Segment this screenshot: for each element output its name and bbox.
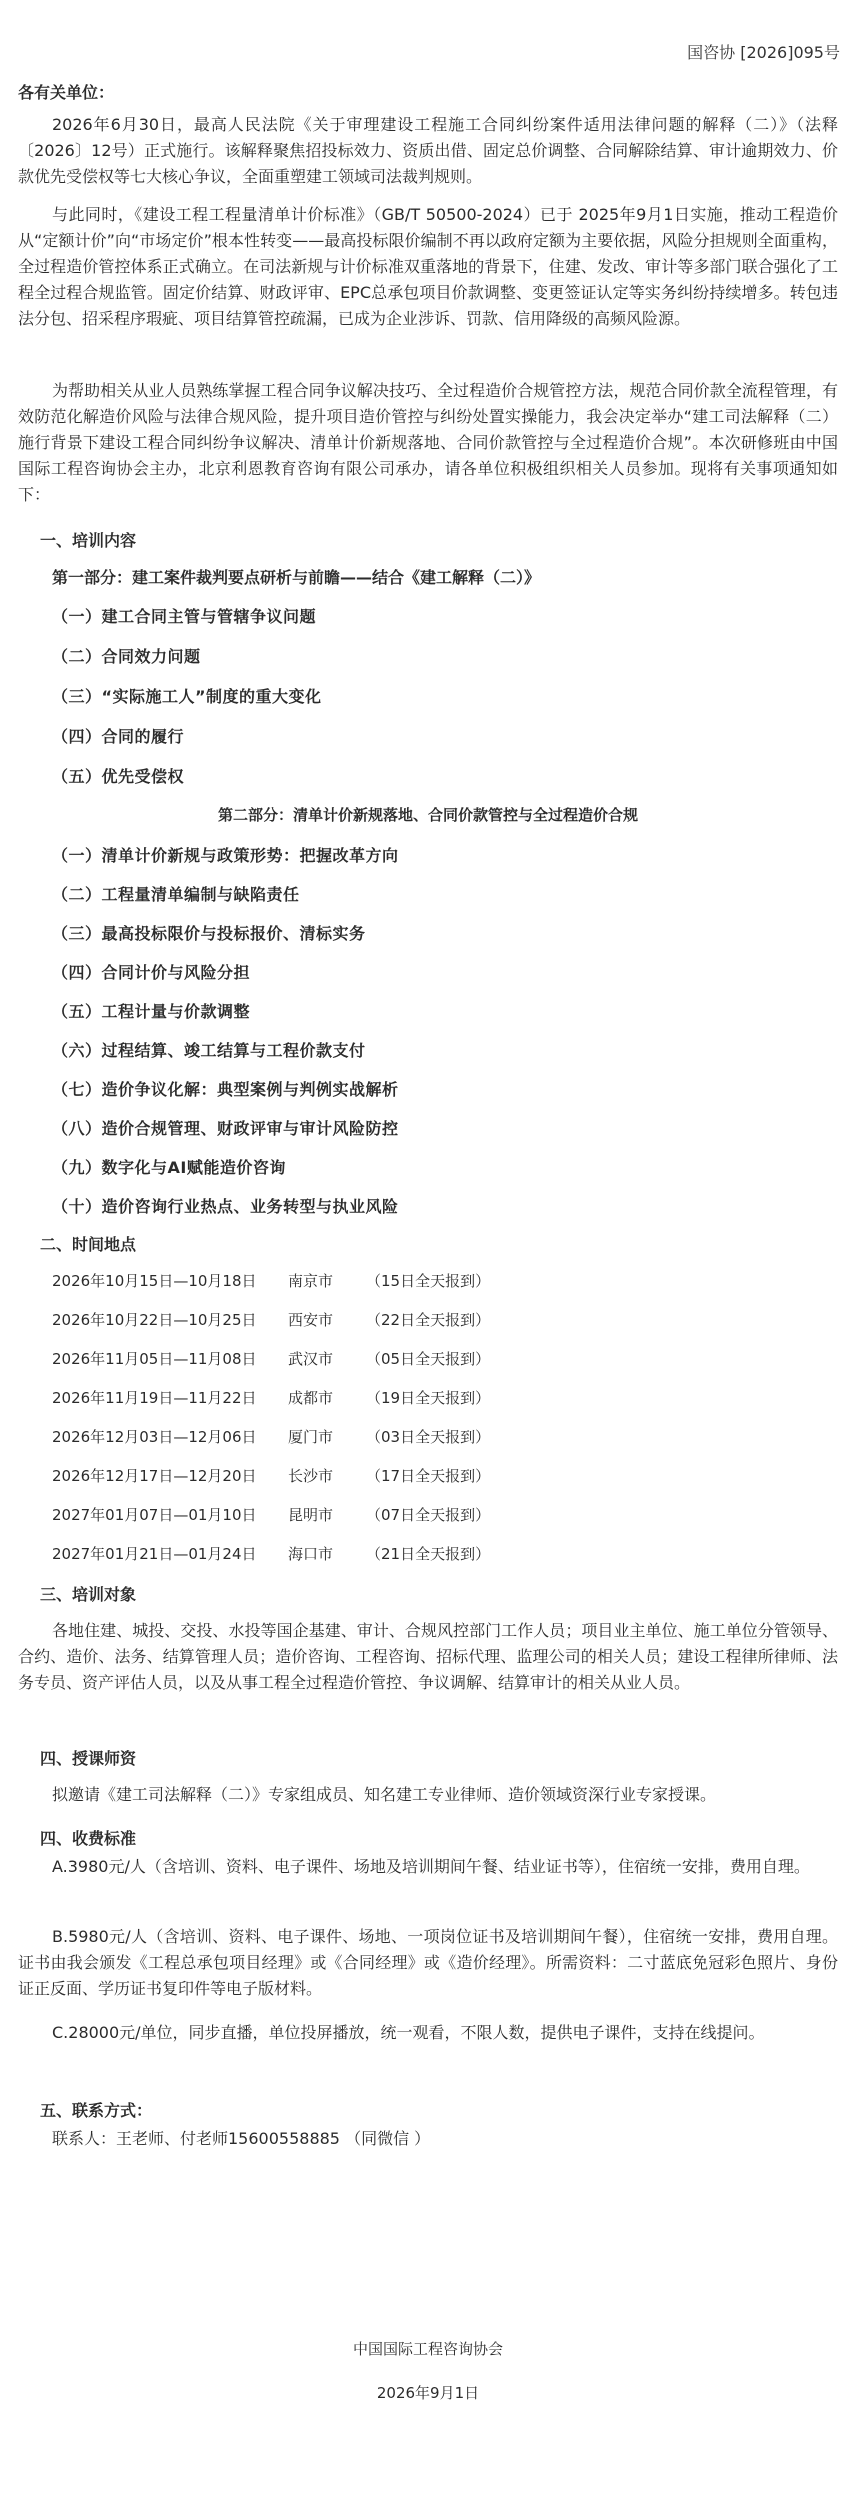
part2-item-8: （八）造价合规管理、财政评审与审计风险防控 [52, 1119, 399, 1138]
part2-item-5: （五）工程计量与价款调整 [52, 1002, 251, 1021]
signature-organization: 中国国际工程咨询协会 [352, 2340, 503, 2358]
addressee: 各有关单位： [18, 83, 115, 102]
schedule-note: （19日全天报到） [366, 1389, 491, 1407]
section-heading-fees: 四、收费标准 [40, 1829, 137, 1848]
schedule-city: 海口市 [288, 1545, 334, 1563]
part2-item-2: （二）工程量清单编制与缺陷责任 [52, 885, 300, 904]
schedule-row [52, 1348, 490, 1369]
schedule-note: （22日全天报到） [366, 1311, 491, 1329]
section-heading-instructors: 四、授课师资 [40, 1749, 137, 1768]
part2-item-7: （七）造价争议化解：典型案例与判例实战解析 [52, 1080, 399, 1099]
schedule-dates: 2027年01月21日—01月24日 [52, 1545, 257, 1563]
contact-text: 联系人：王老师、付老师15600558885 （同微信 ） [52, 2129, 431, 2148]
schedule-row [52, 1426, 490, 1447]
schedule-row [52, 1270, 490, 1291]
part2-item-10: （十）造价咨询行业热点、业务转型与执业风险 [52, 1197, 399, 1216]
part2-item-4: （四）合同计价与风险分担 [52, 963, 251, 982]
schedule-city: 昆明市 [288, 1506, 334, 1524]
audience-text: 各地住建、城投、交投、水投等国企基建、审计、合规风控部门工作人员；项目业主单位、施工单位分管领导、合约、造价、法务、结算管理人员；造价咨询、工程咨询、招标代理、监理公司的相关人员；建设工程律所律师、法务专员、资产评估人员，以及从事工程全过程造价管控、争议调解、结算审计的相关从业人员。 [18, 1621, 838, 1692]
part1-item-2: （二）合同效力问题 [52, 647, 201, 666]
schedule-city: 南京市 [288, 1272, 334, 1290]
schedule-city: 成都市 [288, 1389, 334, 1407]
part1-item-5: （五）优先受偿权 [52, 767, 185, 786]
schedule-dates: 2026年11月05日—11月08日 [52, 1350, 257, 1368]
document-number: 国咨协 [2026]095号 [687, 43, 840, 62]
section-heading-contact: 五、联系方式： [40, 2101, 153, 2120]
section-heading-schedule: 二、时间地点 [40, 1235, 137, 1254]
intro-paragraph-1: 2026年6月30日，最高人民法院《关于审理建设工程施工合同纠纷案件适用法律问题的解释（二）》（法释〔2026〕12号）正式施行。该解释聚焦招投标效力、资质出借、固定总价调整、合同解除结算、审计逾期效力、价款优先受偿权等七大核心争议，全面重塑建工领域司法裁判规则。 [18, 115, 838, 186]
schedule-row [52, 1504, 490, 1525]
schedule-dates: 2027年01月07日—01月10日 [52, 1506, 257, 1524]
schedule-dates: 2026年10月22日—10月25日 [52, 1311, 257, 1329]
schedule-dates: 2026年12月03日—12月06日 [52, 1428, 257, 1446]
schedule-note: （07日全天报到） [366, 1506, 491, 1524]
part1-title: 第一部分：建工案件裁判要点研析与前瞻——结合《建工解释（二）》 [52, 568, 541, 587]
fee-option-c: C.28000元/单位，同步直播，单位投屏播放，统一观看，不限人数，提供电子课件，支持在线提问。 [52, 2023, 765, 2042]
schedule-note: （21日全天报到） [366, 1545, 491, 1563]
part1-item-1: （一）建工合同主管与管辖争议问题 [52, 607, 317, 626]
fee-option-a: A.3980元/人（含培训、资料、电子课件、场地及培训期间午餐、结业证书等），住宿统一安排，费用自理。 [52, 1857, 810, 1876]
schedule-row [52, 1543, 490, 1564]
part2-item-1: （一）清单计价新规与政策形势：把握改革方向 [52, 846, 399, 865]
part1-item-4: （四）合同的履行 [52, 727, 185, 746]
schedule-city: 西安市 [288, 1311, 334, 1329]
schedule-row [52, 1309, 490, 1330]
schedule-note: （05日全天报到） [366, 1350, 491, 1368]
schedule-note: （17日全天报到） [366, 1467, 491, 1485]
schedule-city: 长沙市 [288, 1467, 334, 1485]
part2-item-9: （九）数字化与AI赋能造价咨询 [52, 1158, 286, 1177]
instructors-text: 拟邀请《建工司法解释（二）》专家组成员、知名建工专业律师、造价领域资深行业专家授课。 [52, 1785, 717, 1804]
intro-paragraph-3: 为帮助相关从业人员熟练掌握工程合同争议解决技巧、全过程造价合规管控方法，规范合同价款全流程管理，有效防范化解造价风险与法律合规风险，提升项目造价管控与纠纷处置实操能力，我会决定举办“建工司法解释（二）施行背景下建设工程合同纠纷争议解决、清单计价新规落地、合同价款管控与全过程造价合规”。本次研修班由中国国际工程咨询协会主办，北京利恩教育咨询有限公司承办，请各单位积极组织相关人员参加。现将有关事项通知如下： [18, 381, 838, 504]
part2-title: 第二部分：清单计价新规落地、合同价款管控与全过程造价合规 [217, 806, 638, 824]
schedule-city: 厦门市 [288, 1428, 334, 1446]
schedule-dates: 2026年12月17日—12月20日 [52, 1467, 257, 1485]
part2-item-3: （三）最高投标限价与投标报价、清标实务 [52, 924, 366, 943]
section-heading-content: 一、培训内容 [40, 531, 137, 550]
schedule-row [52, 1465, 490, 1486]
schedule-note: （15日全天报到） [366, 1272, 491, 1290]
schedule-dates: 2026年11月19日—11月22日 [52, 1389, 257, 1407]
signature-date: 2026年9月1日 [376, 2384, 480, 2402]
schedule-note: （03日全天报到） [366, 1428, 491, 1446]
part2-item-6: （六）过程结算、竣工结算与工程价款支付 [52, 1041, 366, 1060]
schedule-city: 武汉市 [288, 1350, 334, 1368]
intro-paragraph-2: 与此同时，《建设工程工程量清单计价标准》（GB/T 50500-2024）已于 2025年9月1日实施，推动工程造价从“定额计价”向“市场定价”根本性转变——最高投标限价编制不再以政府定额为主要依据，风险分担规则全面重构，全过程造价管控体系正式确立。在司法新规与计价标准双重落地的背景下，住建、发改、审计等多部门联合强化了工程全过程合规监管。固定价结算、财政评审、EPC总承包项目价款调整、变更签证认定等实务纠纷持续增多。转包违法分包、招采程序瑕疵、项目结算管控疏漏，已成为企业涉诉、罚款、信用降级的高频风险源。 [18, 205, 838, 328]
fee-option-b: B.5980元/人（含培训、资料、电子课件、场地、一项岗位证书及培训期间午餐），住宿统一安排，费用自理。证书由我会颁发《工程总承包项目经理》或《合同经理》或《造价经理》。所需资料：二寸蓝底免冠彩色照片、身份证正反面、学历证书复印件等电子版材料。 [18, 1927, 838, 1998]
part1-item-3: （三）“实际施工人”制度的重大变化 [52, 687, 322, 706]
schedule-dates: 2026年10月15日—10月18日 [52, 1272, 257, 1290]
section-heading-audience: 三、培训对象 [40, 1585, 137, 1604]
schedule-row [52, 1387, 490, 1408]
